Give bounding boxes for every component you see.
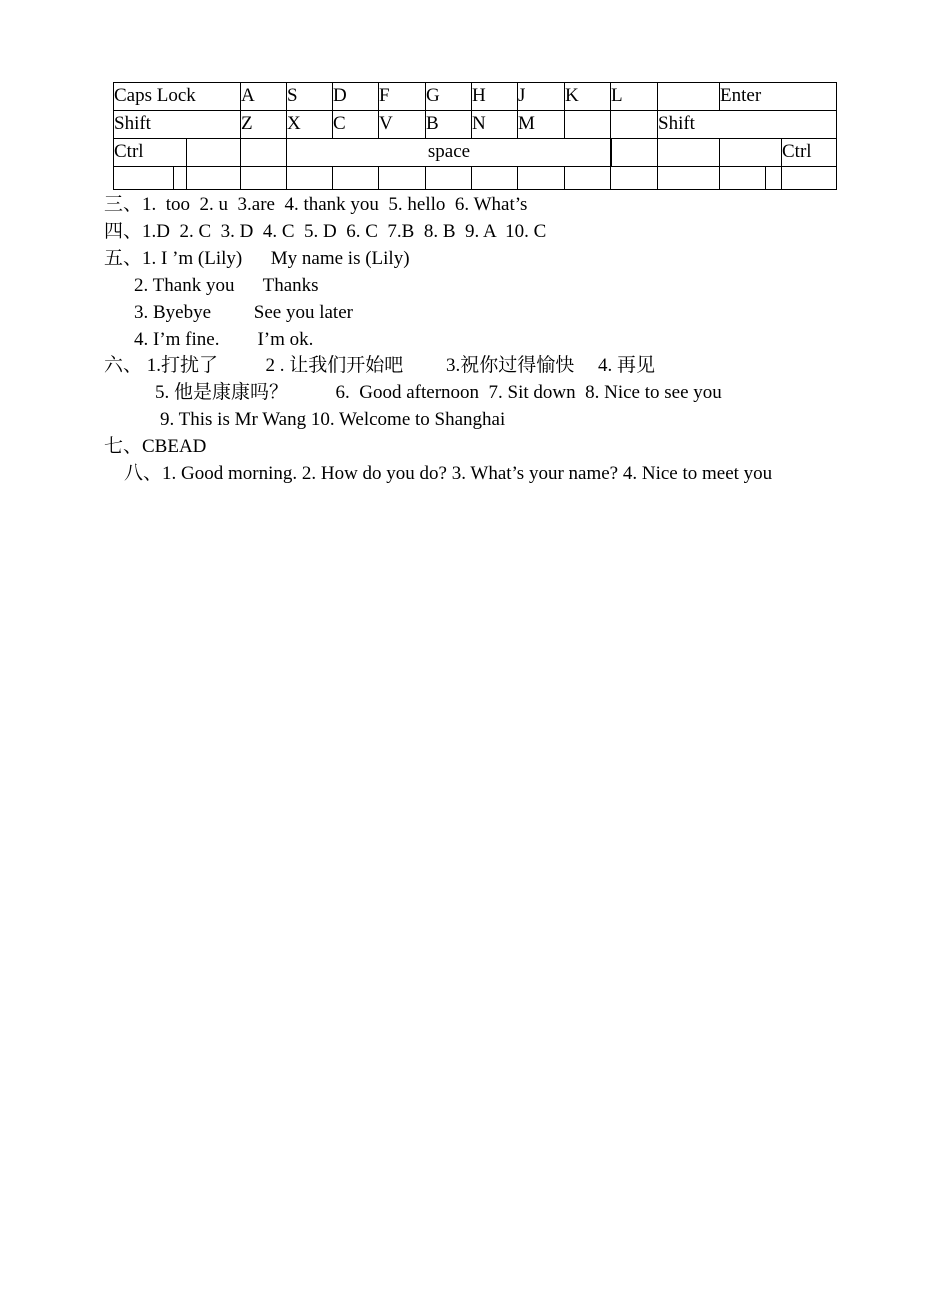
key-l: L bbox=[610, 82, 658, 111]
key-blank bbox=[240, 138, 287, 167]
empty-cell bbox=[286, 166, 333, 190]
key-m: M bbox=[517, 110, 565, 139]
key-a: A bbox=[240, 82, 287, 111]
empty-cell bbox=[610, 166, 658, 190]
section-6-answers-2: 5. 他是康康吗？ 6. Good afternoon 7. Sit down 8. Nice to see you bbox=[155, 382, 722, 403]
key-blank bbox=[186, 138, 241, 167]
empty-cell bbox=[657, 166, 720, 190]
empty-cell bbox=[719, 166, 766, 190]
empty-cell bbox=[765, 166, 782, 190]
key-f: F bbox=[378, 82, 426, 111]
key-blank bbox=[657, 82, 720, 111]
empty-cell bbox=[186, 166, 241, 190]
empty-cell bbox=[240, 166, 287, 190]
empty-cell bbox=[517, 166, 565, 190]
empty-cell bbox=[564, 166, 611, 190]
empty-cell bbox=[378, 166, 426, 190]
empty-cell bbox=[471, 166, 518, 190]
key-blank bbox=[610, 110, 658, 139]
section-5-answer-4: 4. I’m fine. I’m ok. bbox=[134, 329, 314, 350]
key-blank bbox=[610, 138, 658, 167]
empty-cell bbox=[425, 166, 472, 190]
section-8-answers: 八、1. Good morning. 2. How do you do? 3. What’s your name? 4. Nice to meet you bbox=[124, 463, 773, 484]
keyboard-table bbox=[113, 82, 837, 190]
key-ctrl-right: Ctrl bbox=[781, 138, 837, 167]
key-z: Z bbox=[240, 110, 287, 139]
key-s: S bbox=[286, 82, 333, 111]
key-ctrl-left: Ctrl bbox=[113, 138, 187, 167]
empty-cell bbox=[781, 166, 837, 190]
empty-cell bbox=[113, 166, 174, 190]
key-x: X bbox=[286, 110, 333, 139]
key-b: B bbox=[425, 110, 472, 139]
key-space: space bbox=[286, 138, 612, 167]
key-enter: Enter bbox=[719, 82, 837, 111]
section-7-answers: 七、CBEAD bbox=[104, 436, 207, 457]
key-k: K bbox=[564, 82, 611, 111]
section-5-answer-1: 五、1. I ’m (Lily) My name is (Lily) bbox=[104, 248, 410, 269]
key-blank bbox=[657, 138, 720, 167]
key-shift-right: Shift bbox=[657, 110, 837, 139]
key-caps-lock: Caps Lock bbox=[113, 82, 241, 111]
section-3-answers: 三、1. too 2. u 3.are 4. thank you 5. hello 6. What’s bbox=[104, 194, 528, 215]
section-5-answer-3: 3. Byebye See you later bbox=[134, 302, 353, 323]
key-blank bbox=[719, 138, 782, 167]
section-4-answers: 四、1.D 2. C 3. D 4. C 5. D 6. C 7.B 8. B 9. A 10. C bbox=[104, 221, 547, 242]
empty-cell bbox=[332, 166, 379, 190]
empty-cell bbox=[173, 166, 187, 190]
key-d: D bbox=[332, 82, 379, 111]
key-blank bbox=[564, 110, 611, 139]
section-6-answers-3: 9. This is Mr Wang 10. Welcome to Shanghai bbox=[160, 409, 506, 430]
key-n: N bbox=[471, 110, 518, 139]
key-c: C bbox=[332, 110, 379, 139]
section-6-answers-1: 六、 1.打扰了 2 . 让我们开始吧 3.祝你过得愉快 4. 再见 bbox=[104, 355, 656, 376]
key-v: V bbox=[378, 110, 426, 139]
key-shift-left: Shift bbox=[113, 110, 241, 139]
key-g: G bbox=[425, 82, 472, 111]
section-5-answer-2: 2. Thank you Thanks bbox=[134, 275, 319, 296]
key-j: J bbox=[517, 82, 565, 111]
key-h: H bbox=[471, 82, 518, 111]
